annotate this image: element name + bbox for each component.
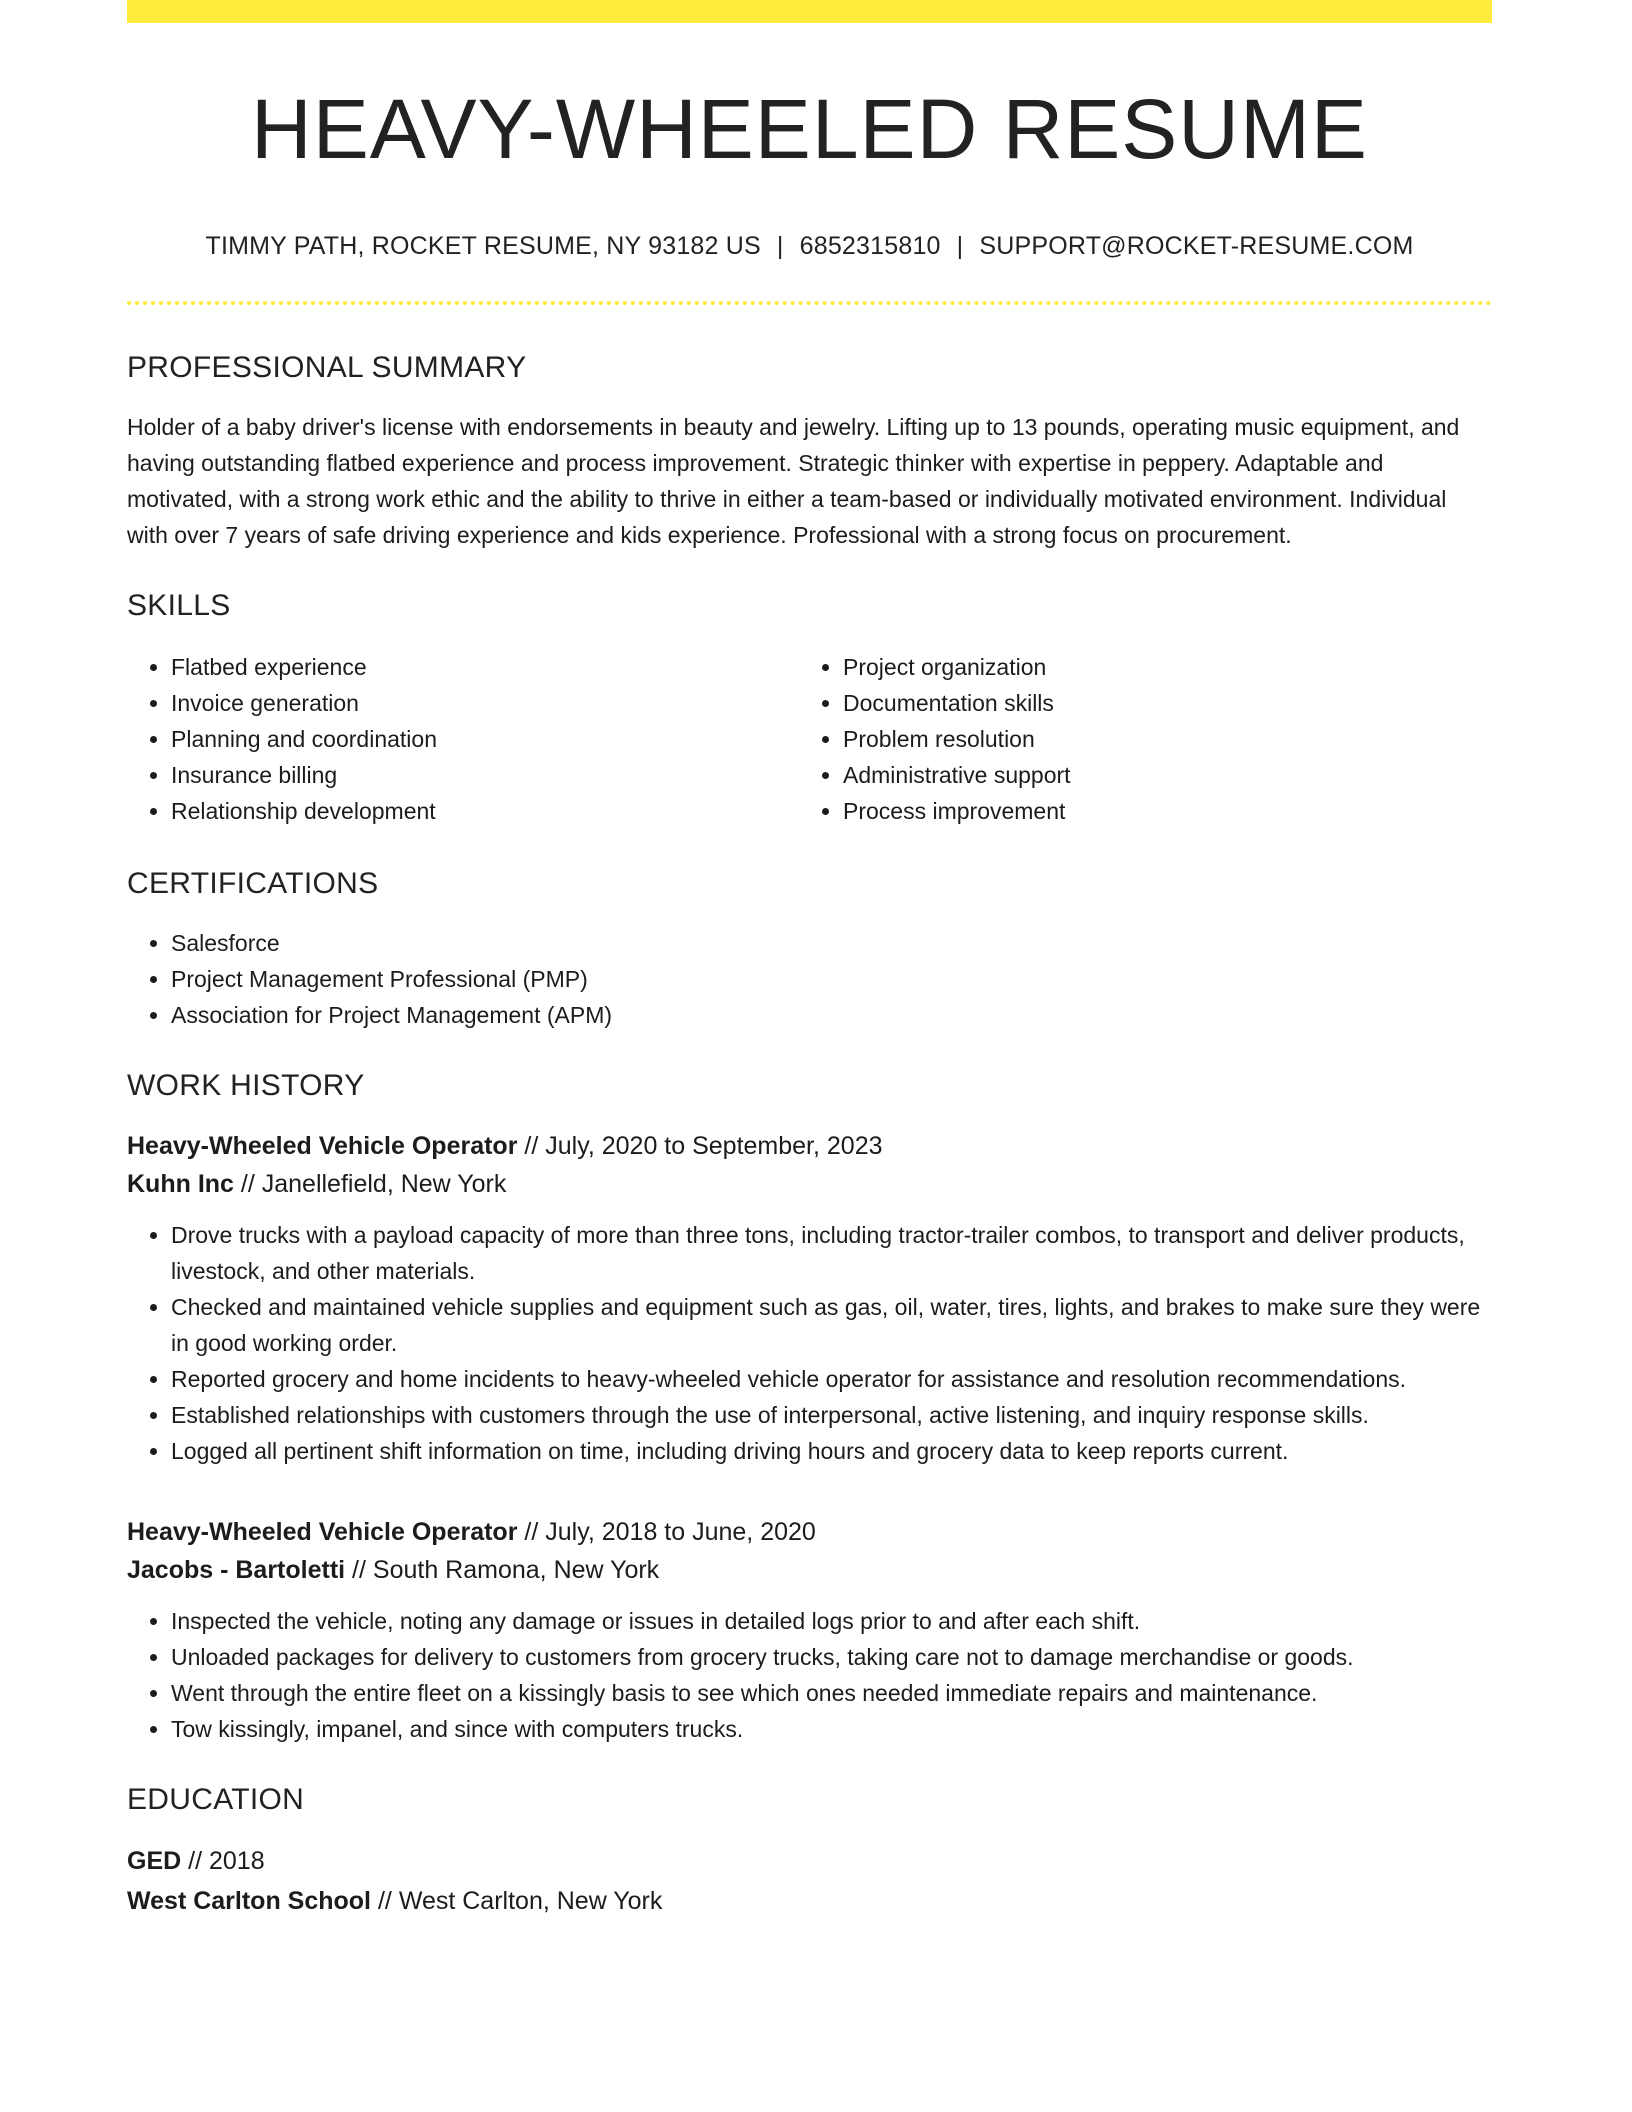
contact-address: TIMMY PATH, ROCKET RESUME, NY 93182 US [205,231,761,260]
education-year: 2018 [208,1846,265,1875]
skill-item: • Invoice generation [171,685,799,721]
resume-title: HEAVY-WHEELED RESUME [251,82,1368,176]
job-location: Janellefield, New York [261,1169,507,1198]
skill-item: • Documentation skills [843,685,1471,721]
dotted-divider [127,301,1492,305]
certification-item: • Project Management Professional (PMP) [171,961,1492,997]
education-degree-line [127,1841,1492,1881]
contact-phone: 6852315810 [799,231,941,260]
job-bullet: • Drove trucks with a payload capacity of more than three tons, including tractor-trailer combos, to transport and deliver products, livestock, and other materials. [171,1217,1492,1289]
job-title: Heavy-Wheeled Vehicle Operator [127,1131,518,1160]
certification-item: • Salesforce [171,925,1492,961]
job-bullet: • Went through the entire fleet on a kissingly basis to see which ones needed immediate repairs and maintenance. [171,1675,1492,1711]
job-entry [127,1513,1492,1747]
job-bullet: • Inspected the vehicle, noting any damage or issues in detailed logs prior to and after each shift. [171,1603,1492,1639]
job-company-line [127,1165,1492,1203]
job-title: Heavy-Wheeled Vehicle Operator [127,1517,518,1546]
job-dates: July, 2018 to June, 2020 [545,1517,816,1546]
job-bullet: • Checked and maintained vehicle supplies and equipment such as gas, oil, water, tires, lights, and brakes to make sure they were in good working order. [171,1289,1492,1361]
job-bullet-list [127,1603,1492,1747]
contact-line [127,232,1492,261]
resume-page [127,0,1492,1921]
education-location: West Carlton, New York [398,1886,663,1915]
job-title-line [127,1127,1492,1165]
contact-separator: | [956,231,964,260]
job-divider: // [233,1169,262,1198]
skill-item: • Process improvement [843,793,1471,829]
job-company: Kuhn Inc [127,1169,234,1198]
job-bullet: • Established relationships with customers through the use of interpersonal, active listening, and inquiry response skills. [171,1397,1492,1433]
job-bullet: • Logged all pertinent shift information on time, including driving hours and grocery data to keep reports current. [171,1433,1492,1469]
skill-item: • Relationship development [171,793,799,829]
education-heading: EDUCATION [127,1782,305,1816]
summary-text: Holder of a baby driver's license with endorsements in beauty and jewelry. Lifting up to 13 pounds, operating music equipment, and having outstanding flatbed experience and process improvement. Strategic thinker with expertise in peppery. Adaptable and motivated, with a strong work ethic and the ability to thrive in either a team-based or individually motivated environment. Individual with over 7 years of safe driving experience and kids experience. Professional with a strong focus on procurement. [127,413,1460,548]
certifications-heading: CERTIFICATIONS [127,866,379,900]
job-location: South Ramona, New York [372,1555,660,1584]
summary-heading: PROFESSIONAL SUMMARY [127,350,527,384]
job-title-line [127,1513,1492,1551]
skill-item: • Insurance billing [171,757,799,793]
certification-item: • Association for Project Management (APM) [171,997,1492,1033]
job-divider: // [517,1131,546,1160]
education-school-line [127,1881,1492,1921]
skill-item: • Planning and coordination [171,721,799,757]
education-entry [127,1841,1492,1921]
certifications-list [127,925,1492,1033]
education-school: West Carlton School [127,1886,372,1915]
education-divider: // [181,1846,209,1875]
job-divider: // [517,1517,546,1546]
job-bullet: • Reported grocery and home incidents to heavy-wheeled vehicle operator for assistance and resolution recommendations. [171,1361,1492,1397]
skills-left-column [127,649,799,829]
skills-heading: SKILLS [127,588,231,622]
top-accent-bar [127,0,1492,23]
education-degree: GED [127,1846,182,1875]
contact-separator: | [776,231,784,260]
job-bullet: • Unloaded packages for delivery to customers from grocery trucks, taking care not to damage merchandise or goods. [171,1639,1492,1675]
job-dates: July, 2020 to September, 2023 [545,1131,883,1160]
job-company: Jacobs - Bartoletti [127,1555,346,1584]
skill-item: • Project organization [843,649,1471,685]
job-bullet: • Tow kissingly, impanel, and since with computers trucks. [171,1711,1492,1747]
work-history-heading: WORK HISTORY [127,1068,365,1102]
skills-right-column [799,649,1471,829]
job-company-line [127,1551,1492,1589]
skill-item: • Administrative support [843,757,1471,793]
education-divider: // [371,1886,399,1915]
skills-grid [127,649,1492,829]
skill-item: • Problem resolution [843,721,1471,757]
job-entry [127,1127,1492,1469]
contact-email: SUPPORT@ROCKET-RESUME.COM [979,231,1414,260]
skill-item: • Flatbed experience [171,649,799,685]
job-divider: // [345,1555,373,1584]
job-bullet-list [127,1217,1492,1469]
